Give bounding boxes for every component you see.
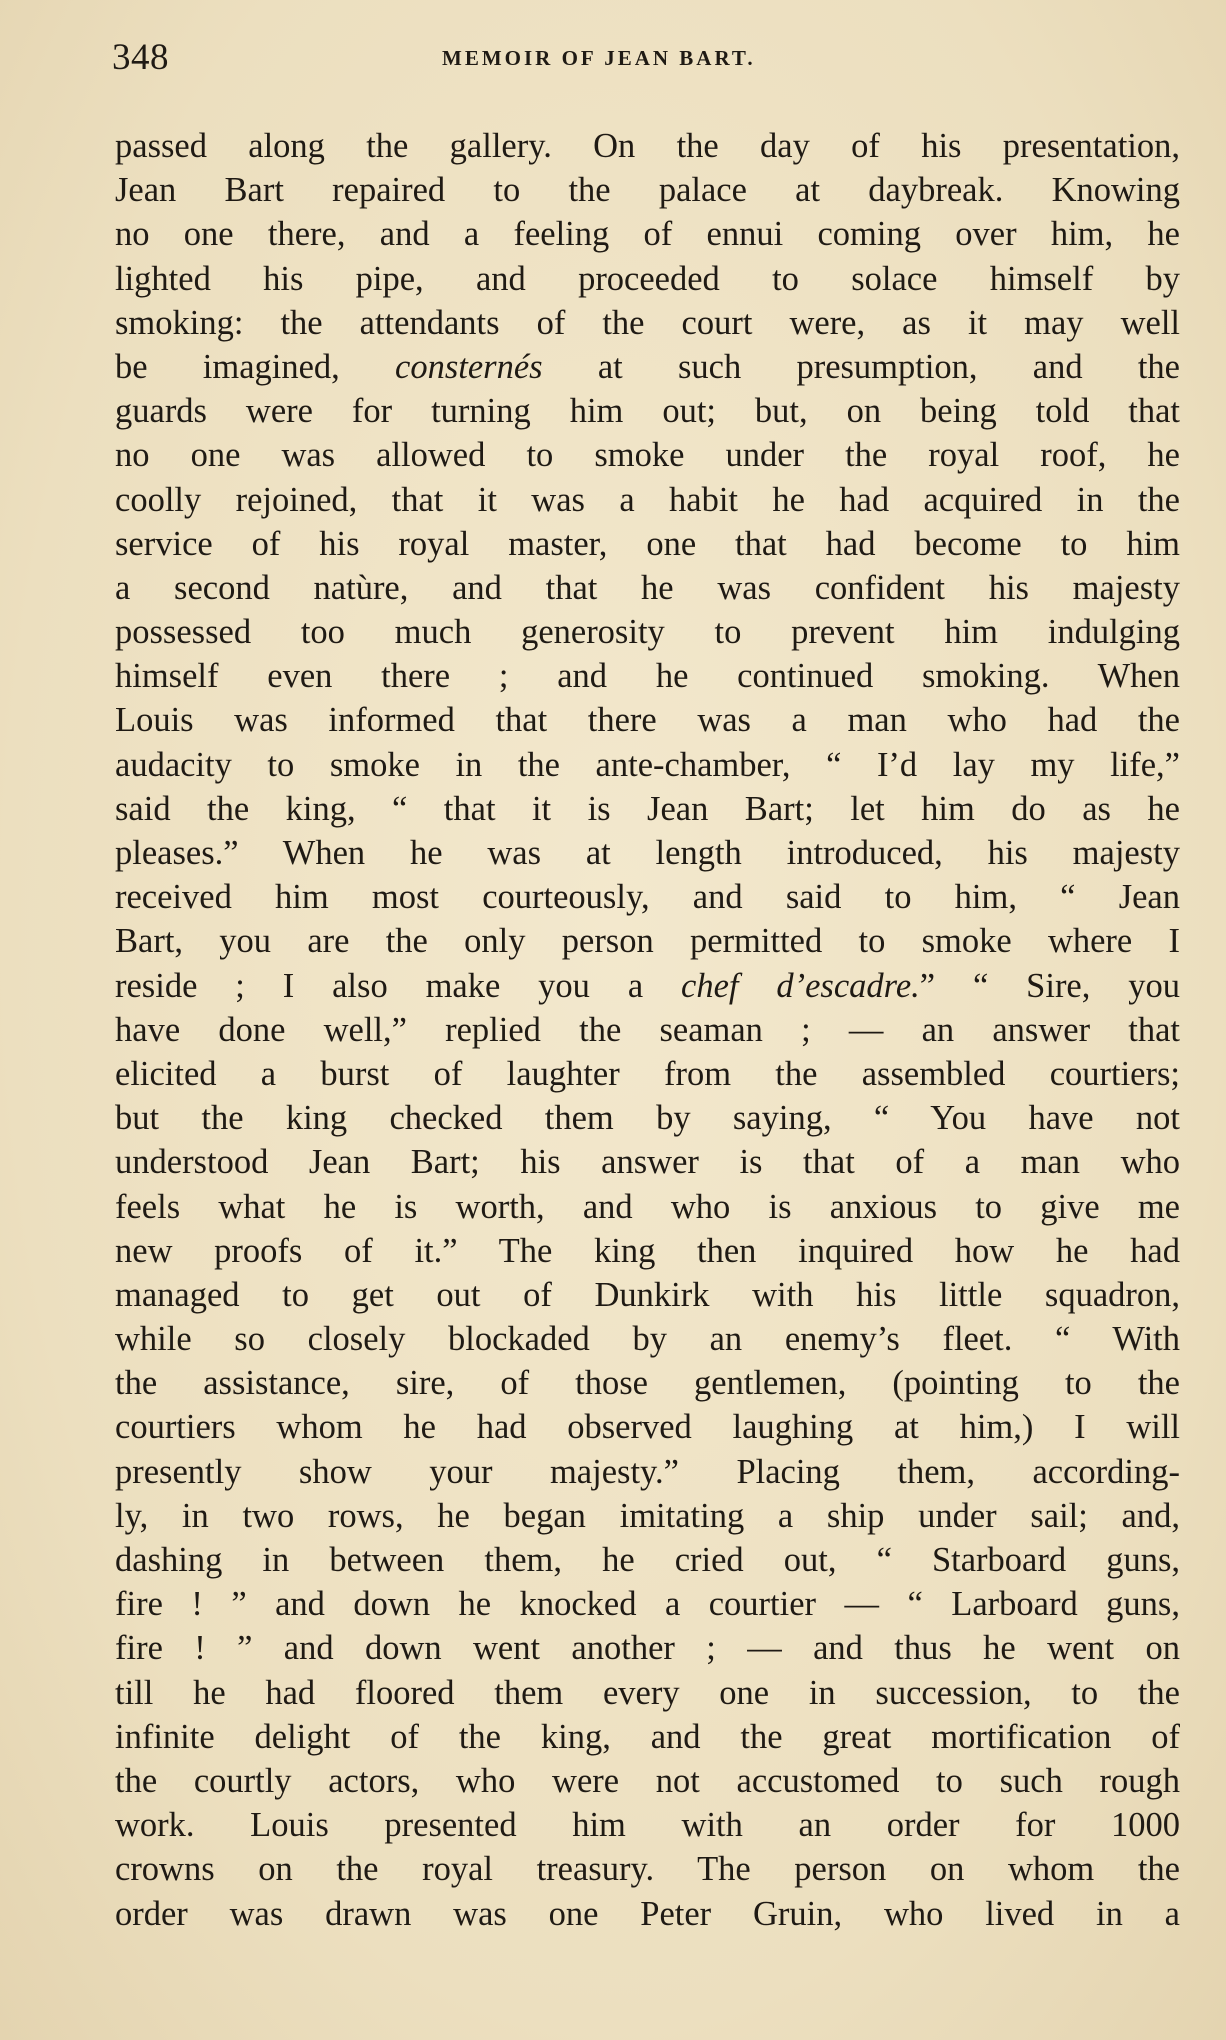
line-text: presently show your majesty.” Placing them, according- xyxy=(115,1452,1180,1491)
line-text: pleases.” When he was at length introduced, his majesty xyxy=(115,834,1180,872)
italic-phrase: chef d’escadre. xyxy=(681,966,920,1005)
line-text: fire ! ” and down went another ; — and thus he went on xyxy=(115,1629,1180,1668)
text-line xyxy=(115,522,1180,566)
text-line xyxy=(115,919,1180,963)
text-line xyxy=(115,1229,1180,1273)
text-line xyxy=(115,831,1180,875)
text-line xyxy=(115,1582,1180,1626)
page-number: 348 xyxy=(112,37,169,78)
text-line xyxy=(115,964,1180,1008)
text-line xyxy=(115,1405,1180,1449)
text-line xyxy=(115,1052,1180,1096)
line-text: courtiers whom he had observed laughing at him,) I will xyxy=(115,1408,1180,1447)
line-text-before: be imagined, xyxy=(115,347,396,386)
line-text-after: ” “ Sire, you xyxy=(919,966,1181,1005)
line-text: but the king checked them by saying, “ You have not xyxy=(115,1099,1180,1138)
text-line xyxy=(115,1273,1180,1317)
line-text: a second natùre, and that he was confident his majesty xyxy=(115,568,1180,607)
text-line xyxy=(115,1538,1180,1582)
line-text: no one was allowed to smoke under the royal roof, he xyxy=(115,436,1180,475)
line-text: passed along the gallery. On the day of his presentation, xyxy=(115,127,1180,165)
line-text: service of his royal master, one that had become to him xyxy=(115,524,1180,563)
text-line xyxy=(115,1671,1180,1715)
text-line xyxy=(115,1892,1180,1936)
text-line xyxy=(115,1847,1180,1891)
line-text: received him most courteously, and said to him, “ Jean xyxy=(115,878,1180,917)
line-text: Bart, you are the only person permitted to smoke where I xyxy=(115,922,1180,961)
body-text xyxy=(115,124,1180,1936)
line-text: possessed too much generosity to prevent him indulging xyxy=(115,613,1180,652)
line-text: feels what he is worth, and who is anxious to give me xyxy=(115,1187,1180,1226)
text-line xyxy=(115,566,1180,610)
text-line xyxy=(115,1803,1180,1847)
text-line xyxy=(115,743,1180,787)
text-line xyxy=(115,1361,1180,1405)
text-line xyxy=(115,1626,1180,1670)
line-text: Jean Bart repaired to the palace at daybreak. Knowing xyxy=(115,171,1180,210)
text-line xyxy=(115,433,1180,477)
line-text: order was drawn was one Peter Gruin, who lived in a xyxy=(115,1894,1180,1933)
line-text: infinite delight of the king, and the great mortification of xyxy=(115,1717,1180,1756)
line-text: elicited a burst of laughter from the assembled courtiers; xyxy=(115,1054,1180,1093)
line-text: lighted his pipe, and proceeded to solace himself by xyxy=(115,259,1180,298)
line-text: smoking: the attendants of the court were, as it may well xyxy=(115,303,1180,342)
text-line xyxy=(115,610,1180,654)
text-line xyxy=(115,1096,1180,1140)
text-line xyxy=(115,1008,1180,1052)
line-text: have done well,” replied the seaman ; — an answer that xyxy=(115,1010,1180,1049)
text-line xyxy=(115,1450,1180,1494)
line-text: himself even there ; and he continued smoking. When xyxy=(115,657,1180,696)
text-line xyxy=(115,168,1180,212)
running-head: MEMOIR OF JEAN BART. xyxy=(442,46,756,70)
line-text: new proofs of it.” The king then inquired how he had xyxy=(115,1231,1180,1270)
text-line xyxy=(115,301,1180,345)
page-header xyxy=(112,36,1184,88)
text-line xyxy=(115,212,1180,256)
line-text: coolly rejoined, that it was a habit he had acquired in the xyxy=(115,480,1180,519)
line-text: no one there, and a feeling of ennui coming over him, he xyxy=(115,215,1180,254)
text-line xyxy=(115,698,1180,742)
text-line xyxy=(115,257,1180,301)
text-line xyxy=(115,1494,1180,1538)
text-line xyxy=(115,124,1180,168)
line-text-before: reside ; I also make you a xyxy=(115,966,682,1005)
text-line xyxy=(115,1715,1180,1759)
line-text: crowns on the royal treasury. The person on whom the xyxy=(115,1850,1180,1889)
line-text: guards were for turning him out; but, on being told that xyxy=(115,392,1180,431)
line-text: the courtly actors, who were not accustomed to such rough xyxy=(115,1761,1180,1800)
text-line xyxy=(115,1759,1180,1803)
line-text: understood Jean Bart; his answer is that of a man who xyxy=(115,1143,1180,1182)
line-text: dashing in between them, he cried out, “ Starboard guns, xyxy=(115,1541,1180,1579)
line-text: the assistance, sire, of those gentlemen, (pointing to the xyxy=(115,1364,1180,1403)
line-text: till he had floored them every one in succession, to the xyxy=(115,1673,1180,1712)
line-text: managed to get out of Dunkirk with his little squadron, xyxy=(115,1275,1180,1314)
text-line xyxy=(115,1317,1180,1361)
line-text: work. Louis presented him with an order for 1000 xyxy=(115,1806,1180,1845)
text-line xyxy=(115,389,1180,433)
text-line xyxy=(115,345,1180,389)
text-line xyxy=(115,478,1180,522)
line-text: ly, in two rows, he began imitating a ship under sail; and, xyxy=(115,1496,1180,1535)
text-line xyxy=(115,875,1180,919)
italic-phrase: consternés xyxy=(395,347,543,386)
text-line xyxy=(115,654,1180,698)
line-text: audacity to smoke in the ante-chamber, “ I’d lay my life,” xyxy=(115,745,1180,784)
line-text-after: at such presumption, and the xyxy=(542,347,1180,386)
line-text: said the king, “ that it is Jean Bart; let him do as he xyxy=(115,789,1180,828)
text-line xyxy=(115,1185,1180,1229)
line-text: Louis was informed that there was a man who had the xyxy=(115,701,1180,740)
text-line xyxy=(115,1140,1180,1184)
line-text: fire ! ” and down he knocked a courtier — “ Larboard guns, xyxy=(115,1585,1180,1624)
text-line xyxy=(115,787,1180,831)
line-text: while so closely blockaded by an enemy’s fleet. “ With xyxy=(115,1320,1180,1359)
